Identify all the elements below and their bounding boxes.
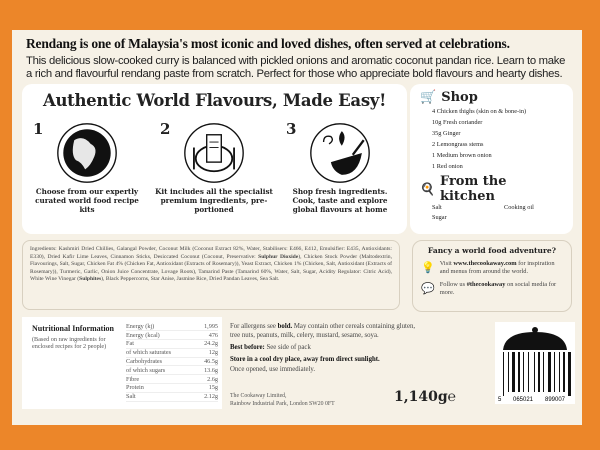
step-1 (27, 120, 147, 214)
list-item: 4 Chicken thighs (skin on & bone-in) (432, 108, 527, 115)
menu-plate-icon (183, 122, 245, 184)
ingredients-text: Ingredients: Kashmiri Dried Chillies, Galangal Powder, Coconut Milk (Coconut Extract 82%, Water, Stabilisers: E466, E412, Emulsifier: E435, Antioxidants: E330), Dried Kafir Lime Leaves, Cinnamon Sticks, Desiccated Coconut (Coconut, Preservative: (30, 246, 392, 260)
nutrition-row (126, 331, 218, 340)
wok-icon (309, 122, 371, 184)
intro-text: This delicious slow-cooked curry is balanced with pickled onions and aromatic coconut pandan rice. Learn to make a rich and flavourful rendang paste from scratch. Perfect for those who appreciate bold flavours and hearty dishes. (26, 55, 566, 80)
nutrition-box (22, 317, 222, 409)
kitchen-title: From the kitchen (439, 174, 507, 204)
barcode-bar (538, 352, 540, 392)
cloche-barcode-icon (495, 322, 575, 404)
step-number: 2 (160, 120, 171, 138)
nutrition-row (126, 392, 218, 401)
nutrient-value: 476 (196, 331, 218, 340)
barcode-bar (563, 352, 565, 392)
ingredients-box (22, 240, 400, 310)
list-item: Salt (432, 204, 442, 211)
nutrient-value: 24.2g (196, 340, 218, 349)
barcode-bar (534, 352, 535, 392)
nutrient-name: Energy (kj) (126, 322, 196, 331)
list-item: Cooking oil (504, 204, 534, 211)
chat-icon: 💬 (421, 283, 435, 295)
nutrient-value: 15g (196, 384, 218, 393)
nutrient-name: Fat (126, 340, 196, 349)
shop-title: Shop (441, 90, 478, 105)
nutrient-value: 13.6g (196, 366, 218, 375)
nutrient-value: 2.12g (196, 392, 218, 401)
nutrient-value: 2.6g (196, 375, 218, 384)
shopping-basket-icon: 🛒 (420, 90, 437, 105)
follow-text: Follow us #thecookaway on social media for more. (439, 281, 557, 296)
barcode-bar (559, 352, 560, 392)
barcode-bar (543, 352, 544, 392)
visit-text: Visit www.thecookaway.com for inspiration and menus from around the world. (439, 260, 555, 275)
allergen: Sulphites (79, 276, 102, 283)
step-number: 1 (33, 120, 44, 138)
list-item: 1 Red onion (432, 163, 463, 170)
steps-title: Authentic World Flavours, Made Easy! (42, 91, 387, 110)
step-caption: Choose from our expertly curated world food recipe kits (35, 187, 139, 214)
step-2 (154, 120, 274, 214)
nutrient-value: 12g (196, 348, 218, 357)
svg-text:065021: 065021 (513, 397, 534, 403)
nutrient-value: 1,995 (196, 322, 218, 331)
list-item: 1 Medium brown onion (432, 152, 492, 159)
net-weight: 1,140g℮ (394, 389, 457, 405)
allergen: Sulphur Dioxide (258, 253, 299, 260)
nutrition-row (126, 384, 218, 393)
step-caption: Shop fresh ingredients. Cook, taste and explore global flavours at home (292, 187, 388, 214)
list-item: 10g Fresh coriander (432, 119, 483, 126)
adventure-box (412, 240, 572, 312)
pack-back-panel (12, 30, 582, 425)
lightbulb-icon: 💡 (421, 262, 435, 274)
nutrition-row (126, 322, 218, 331)
nutrition-row (126, 375, 218, 384)
nutrient-value: 46.5g (196, 357, 218, 366)
nutrition-row (126, 366, 218, 375)
nutrition-row (126, 357, 218, 366)
company-address: The Cookaway Limited, Rainbow Industrial Park, London SW20 0FT (230, 393, 335, 407)
ingredients-text: ), Chicken Stock Powder (Maltodextrin, Flavourings, Salt, Sugar, Chicken Fat 4% (Chicken Fat, Antioxidant (Extracts of Rosemary)), Yeast Extract, Chicken 1% (Chicken, Salt, Antioxidant (Extracts of Rosemary)), Turmeric, Garlic, Onion Juice Concentrate, Lovage Roots), Tamarind Paste (Tamarind 60%, Water, Salt, Sugar, Acidity Regulator: Citric Acid), White Wine Vinegar ( (30, 253, 392, 283)
nutrient-name: of which sugars (126, 366, 196, 375)
step-3 (280, 120, 400, 214)
website-link[interactable]: www.thecookaway.com (453, 260, 517, 267)
content-area (12, 84, 582, 414)
nutrient-name: Energy (kcal) (126, 331, 196, 340)
barcode-bar (568, 352, 571, 396)
nutrient-name: of which saturates (126, 348, 196, 357)
barcode-bar (523, 352, 524, 392)
barcode-bar (508, 352, 509, 392)
nutrient-name: Fibre (126, 375, 196, 384)
header (12, 30, 582, 84)
barcode (495, 322, 575, 404)
shop-list (432, 108, 563, 171)
headline: Rendang is one of Malaysia's most iconic and loved dishes, often served at celebrations. (26, 36, 510, 51)
adventure-title: Fancy a world food adventure? (427, 246, 557, 255)
nutrient-name: Protein (126, 384, 196, 393)
svg-text:5: 5 (498, 397, 502, 403)
shopping-list-box (410, 84, 573, 234)
list-item: 35g Ginger (432, 130, 461, 137)
list-item: Sugar (432, 214, 447, 221)
barcode-bar (528, 352, 529, 392)
nutrient-name: Carbohydrates (126, 357, 196, 366)
nutrition-title: Nutritional Information (32, 324, 114, 333)
spatula-icon: 🍳 (420, 182, 435, 196)
step-number: 3 (286, 120, 297, 138)
nutrition-table (126, 322, 218, 402)
nutrition-subtitle: (Based on raw ingredients for enclosed recipes for 2 people) (32, 336, 107, 350)
nutrition-row (126, 340, 218, 349)
barcode-bar (518, 352, 520, 392)
allergen-info: For allergens see bold. May contain other cereals containing gluten, tree nuts, peanuts, milk, celery, mustard, sesame, soya. Best before: See side of pack Store in a cool dry place, away from direct sunlight. Once opened, use immediately. (230, 323, 416, 373)
list-item: 2 Lemongrass stems (432, 141, 484, 148)
ingredients-text: ), Black Peppercorns, Star Anise, Jasmine Rice, Dried Pandan Leaves, Sea Salt. (101, 276, 280, 283)
barcode-bar (512, 352, 515, 392)
hashtag: #thecookaway (466, 281, 506, 288)
svg-text:899007: 899007 (545, 397, 566, 403)
kitchen-list (432, 204, 563, 221)
step-caption: Kit includes all the specialist premium ingredients, pre-portioned (155, 187, 273, 214)
globe-icon (56, 122, 118, 184)
barcode-bar (554, 352, 555, 392)
barcode-bar (503, 352, 504, 396)
nutrition-row (126, 348, 218, 357)
steps-box (22, 84, 407, 234)
barcode-bar (548, 352, 551, 392)
nutrient-name: Salt (126, 392, 196, 401)
